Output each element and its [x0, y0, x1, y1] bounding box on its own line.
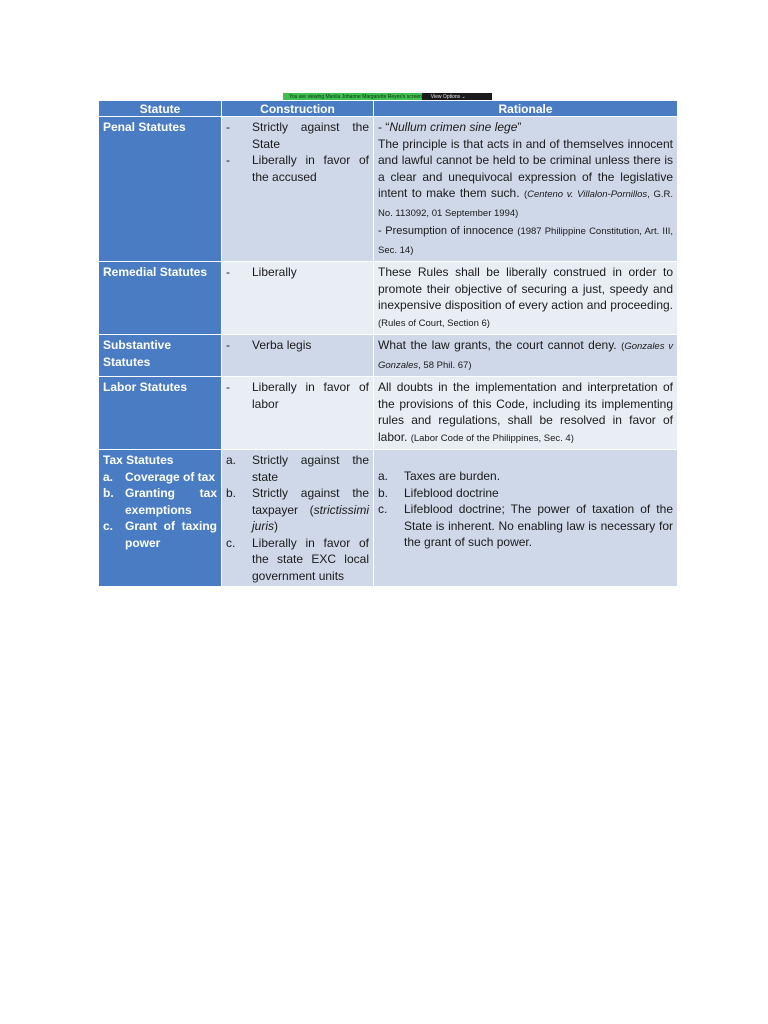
statute-construction-table-frame [98, 100, 677, 583]
construction-cell [222, 117, 374, 262]
table-row-penal [99, 117, 678, 262]
statute-cell: Remedial Statutes [99, 262, 222, 335]
rationale-cell [374, 450, 678, 587]
construction-item: - Liberally in favor of labor [226, 380, 369, 411]
statute-cell: Penal Statutes [99, 117, 222, 262]
header-rationale: Rationale [374, 101, 678, 117]
citation: (Labor Code of the Philippines, Sec. 4) [410, 432, 574, 444]
construction-cell [222, 262, 374, 335]
rationale-item: c. Lifeblood doctrine; The power of taxation of the State is inherent. No enabling law is necessary for the grant of such power. [378, 502, 673, 549]
rationale-cell: What the law grants, the court cannot deny. (Gonzales v Gonzales, 58 Phil. 67) [374, 335, 678, 377]
tax-subtopic: b. Granting tax exemptions [103, 486, 217, 517]
rationale-item: a. Taxes are burden. [378, 469, 501, 483]
construction-item: c. Liberally in favor of the state EXC local government units [226, 535, 369, 583]
header-statute: Statute [99, 101, 222, 117]
construction-cell [222, 377, 374, 450]
viewer-notice: You are viewing Manila Johanne Margarette Reyes's screen [283, 93, 422, 102]
rationale-cell: All doubts in the implementation and interpretation of the provisions of this Code, including its implementing rules and regulations, shall be resolved in favor of labor. (Labor Code of the Philippines, Sec. 4) [374, 377, 678, 450]
tax-subtopic: a. Coverage of tax [103, 469, 216, 484]
maxim-line: - “Nullum crimen sine lege” [378, 120, 522, 134]
construction-item: a. Strictly against the state [226, 453, 369, 484]
header-row [99, 101, 678, 117]
citation: (Gonzales v Gonzales, 58 Phil. 67) [378, 341, 674, 371]
construction-item: - Strictly against the State [226, 120, 369, 151]
header-construction: Construction [222, 101, 374, 117]
tax-subtopics [103, 469, 217, 552]
table-row-tax [99, 450, 678, 587]
table-row-labor [99, 377, 678, 450]
construction-item: - Liberally [226, 265, 297, 279]
citation: (Centeno v. Villalon-Pornillos, G.R. No. 113092, 01 September 1994) [378, 189, 673, 219]
rationale-cell [374, 117, 678, 262]
rationale-item: b. Lifeblood doctrine [378, 485, 499, 500]
construction-item: b. Strictly against the taxpayer (strictissimi juris) [226, 486, 369, 533]
tax-subtopic: c. Grant of taxing power [103, 519, 217, 550]
statute-construction-table [98, 100, 678, 587]
table-row-remedial [99, 262, 678, 335]
citation: (Rules of Court, Section 6) [378, 317, 490, 329]
construction-cell [222, 450, 374, 587]
rationale-cell: These Rules shall be liberally construed in order to promote their objective of securing a just, speedy and inexpensive disposition of every action and proceeding. (Rules of Court, Section 6) [374, 262, 678, 335]
rationale-text: The principle is that acts in and of themselves innocent and lawful cannot be held to be criminal unless there is a clear and unequivocal expression of the legislative intent to make them such. (Centeno v. Villalon-Pornillos, G.R. No. 113092, 01 September 1994) [378, 136, 673, 219]
construction-cell [222, 335, 374, 377]
view-options-button[interactable]: View Options ⌄ [422, 93, 492, 102]
construction-item: - Verba legis [226, 338, 312, 352]
table-row-substantive [99, 335, 678, 377]
construction-item: - Liberally in favor of the accused [226, 153, 369, 184]
presumption-line: - Presumption of innocence (1987 Philippine Constitution, Art. III, Sec. 14) [378, 225, 673, 256]
statute-cell: Labor Statutes [99, 377, 222, 450]
tax-statute-title: Tax Statutes [103, 453, 174, 467]
statute-cell: Substantive Statutes [99, 335, 222, 377]
statute-cell [99, 450, 222, 587]
